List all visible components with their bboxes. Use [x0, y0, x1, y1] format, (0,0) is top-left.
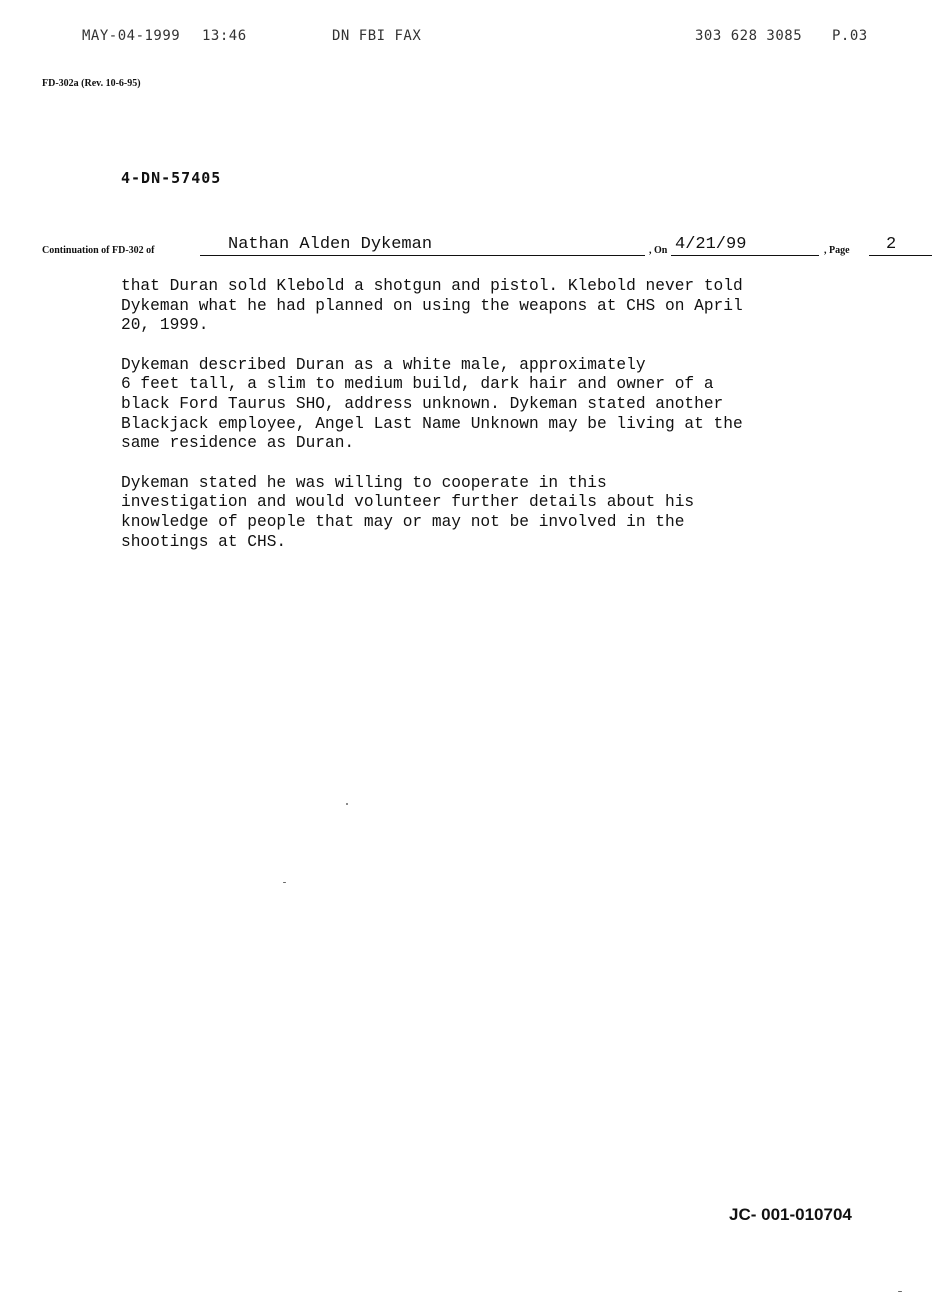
fax-transmission-header: [0, 28, 938, 48]
subject-name-field: Nathan Alden Dykeman: [200, 236, 645, 256]
page-number-field: 2: [869, 236, 932, 256]
file-number: 4-DN-57405: [121, 169, 222, 187]
scan-speck: [283, 882, 286, 883]
fax-page-number: P.03: [832, 28, 868, 44]
bates-number: JC- 001-010704: [729, 1205, 852, 1224]
fax-sender: DN FBI FAX: [332, 28, 422, 44]
form-revision-label: FD-302a (Rev. 10-6-95): [42, 78, 141, 89]
continuation-of-label: Continuation of FD-302 of: [42, 245, 155, 256]
on-label: , On: [649, 245, 668, 256]
body-paragraph: Dykeman described Duran as a white male, approximately 6 feet tall, a slim to medium build, dark hair and owner of a black Ford Taurus SHO, address unknown. Dykeman stated another Blackjack employee, Angel Last Name Unknown may be living at the same residence as Duran.: [121, 355, 743, 453]
scan-speck: [898, 1291, 902, 1292]
body-paragraph: Dykeman stated he was willing to cooperate in this investigation and would volunteer further details about his knowledge of people that may or may not be involved in the shootings at CHS.: [121, 473, 695, 551]
continuation-line: [42, 236, 932, 262]
fax-date: MAY-04-1999: [82, 28, 181, 44]
scan-speck: [346, 803, 348, 805]
interview-date-field: 4/21/99: [671, 236, 819, 256]
fax-time: 13:46: [202, 28, 247, 44]
page-label: , Page: [824, 245, 850, 256]
body-paragraph: that Duran sold Klebold a shotgun and pistol. Klebold never told Dykeman what he had planned on using the weapons at CHS on April 20, 1999.: [121, 277, 743, 335]
fax-phone-number: 303 628 3085: [695, 28, 803, 44]
report-body: [121, 277, 881, 572]
